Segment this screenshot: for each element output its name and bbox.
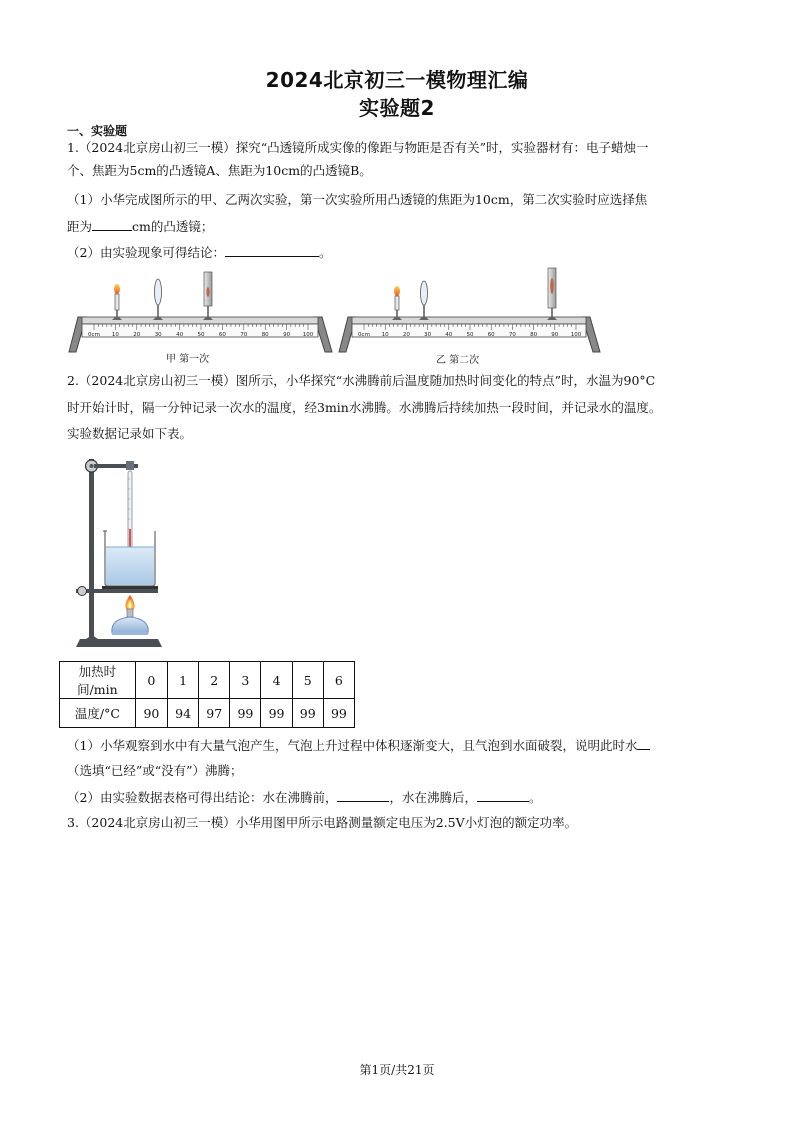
scale-label: 20 [133, 332, 141, 338]
scale-label: 50 [197, 332, 205, 338]
temperature-table [59, 661, 355, 728]
table-cell: 1 [168, 662, 199, 699]
table-cell: 99 [323, 699, 354, 728]
header-heating-time: 加热时间/min [60, 662, 136, 699]
q2-line-1: 2.（2024北京房山初三一模）图所示，小华探究“水沸腾前后温度随加热时间变化的特点”时，水温为90°C [67, 373, 656, 388]
table-cell: 0 [135, 662, 167, 699]
table-cell: 6 [323, 662, 354, 699]
scale-label: 90 [283, 332, 291, 338]
candle-left-icon [112, 284, 122, 320]
scale-label: 80 [261, 332, 269, 338]
bench-right [339, 268, 600, 352]
q2-sub2-c: 。 [528, 790, 542, 805]
answer-blank-after-boiling[interactable] [477, 789, 529, 802]
answer-blank-focal[interactable] [92, 218, 132, 231]
q1-line-4-pre: 距为 [67, 219, 93, 234]
q2-sub2-line [67, 789, 542, 806]
table-cell: 94 [168, 699, 199, 728]
answer-blank-conclusion[interactable] [225, 244, 319, 257]
table-cell: 97 [199, 699, 230, 728]
scale-label: 10 [111, 332, 119, 338]
candle-right-icon [392, 286, 402, 320]
q1-line-4 [67, 218, 213, 235]
q2-sub1-line-2: （选填“已经”或“没有”）沸腾； [67, 763, 243, 778]
table-cell: 3 [230, 662, 261, 699]
section-heading: 一、实验题 [67, 124, 128, 138]
scale-label: 30 [424, 332, 432, 338]
q1-line-1: 1.（2024北京房山初三一模）探究“凸透镜所成实像的像距与物距是否有关”时，实验器材有：电子蜡烛一 [67, 140, 649, 155]
page-footer: 第1页/共21页 [359, 1063, 435, 1077]
boiling-apparatus-figure [72, 449, 164, 651]
q2-line-2: 时开始计时，隔一分钟记录一次水的温度，经3min水沸腾。水沸腾后持续加热一段时间，并记录水的温度。 [67, 400, 662, 415]
figure-caption-jia: 甲 第一次 [166, 354, 210, 365]
scale-label: 60 [487, 332, 495, 338]
q2-line-3: 实验数据记录如下表。 [67, 426, 193, 441]
figure-caption-yi: 乙 第二次 [436, 355, 480, 366]
q2-sub1-line-1 [67, 737, 650, 754]
header-temperature: 温度/°C [60, 699, 136, 728]
table-cell: 90 [135, 699, 167, 728]
scale-label: 30 [154, 332, 162, 338]
table-row [60, 699, 355, 728]
scale-label: 100 [302, 332, 314, 338]
table-row [60, 662, 355, 699]
scale-label: 20 [402, 332, 410, 338]
scale-label: 10 [381, 332, 389, 338]
screen-right-icon [547, 268, 557, 320]
bench-left [69, 272, 332, 352]
scale-label: 70 [240, 332, 248, 338]
page-subtitle: 实验题2 [359, 96, 435, 120]
table-cell: 5 [292, 662, 323, 699]
q2-sub1-text: （1）小华观察到水中有大量气泡产生，气泡上升过程中体积逐渐变大，且气泡到水面破裂，说明此时水 [67, 738, 638, 753]
q1-line-4-post: cm的凸透镜； [132, 219, 214, 234]
table-cell: 99 [292, 699, 323, 728]
table-cell: 4 [261, 662, 292, 699]
lens-left-icon [153, 279, 163, 320]
q1-line-2: 个、焦距为5cm的凸透镜A、焦距为10cm的凸透镜B。 [67, 163, 372, 178]
table-cell: 99 [230, 699, 261, 728]
scale-label: 0cm [358, 332, 370, 338]
q1-line-3: （1）小华完成图所示的甲、乙两次实验，第一次实验所用凸透镜的焦距为10cm，第二次实验时应选择焦 [67, 192, 648, 207]
q1-line-5 [67, 244, 331, 261]
page-title: 2024北京初三一模物理汇编 [265, 68, 529, 92]
scale-label: 50 [466, 332, 474, 338]
scale-label: 80 [530, 332, 538, 338]
screen-left-icon [203, 272, 213, 320]
answer-blank-boiling[interactable] [637, 737, 650, 750]
scale-label: 100 [570, 332, 582, 338]
q1-line-5-post: 。 [318, 245, 332, 260]
table-cell: 99 [261, 699, 292, 728]
q1-line-5-pre: （2）由实验现象可得结论： [67, 245, 225, 260]
lens-right-icon [419, 281, 429, 320]
scale-label: 70 [508, 332, 516, 338]
optical-bench-figure [66, 262, 606, 366]
q2-sub2-a: （2）由实验数据表格可得出结论：水在沸腾前， [67, 790, 338, 805]
table-cell: 2 [199, 662, 230, 699]
scale-label: 40 [445, 332, 453, 338]
scale-label: 60 [218, 332, 226, 338]
scale-label: 40 [176, 332, 184, 338]
q2-sub2-b: ，水在沸腾后， [389, 790, 477, 805]
scale-label: 0cm [88, 332, 100, 338]
answer-blank-before-boiling[interactable] [337, 789, 389, 802]
scale-label: 90 [551, 332, 559, 338]
q3-line-1: 3.（2024北京房山初三一模）小华用图甲所示电路测量额定电压为2.5V小灯泡的额定功率。 [67, 815, 578, 830]
